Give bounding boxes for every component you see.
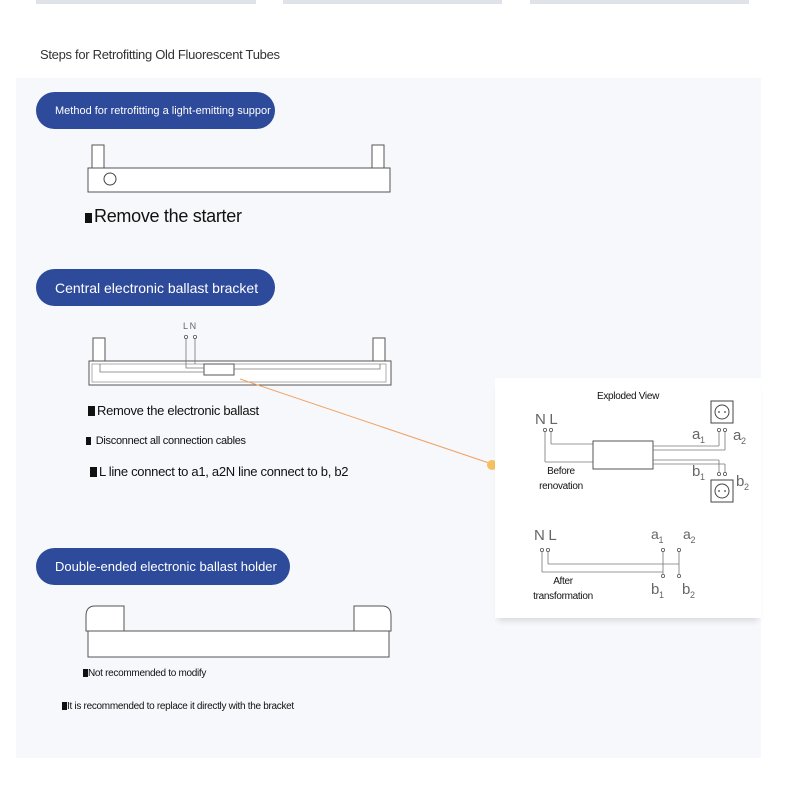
socket-top-icon — [711, 401, 733, 423]
fixture3-body — [88, 631, 389, 657]
section2-heading: Central electronic ballast bracket — [36, 269, 275, 306]
before-b2-label: $b_2$ — [736, 473, 749, 492]
socket-bottom-icon — [711, 480, 733, 502]
after-l-label: L — [548, 527, 557, 544]
terminal-labels: L N — [183, 321, 196, 331]
fixture3-right-holder — [354, 606, 391, 631]
before-a2-label: $a_2$ — [733, 427, 746, 446]
after-b1-label: $b_1$ — [651, 581, 664, 600]
step-remove-ballast: Remove the electronic ballast — [88, 403, 259, 418]
after-a2-label: $a_2$ — [683, 526, 696, 545]
section3-heading: Double-ended electronic ballast holder — [36, 548, 290, 585]
step-connect-lines: L line connect to a1, a2N line connect to b, b2 — [90, 464, 348, 479]
exploded-view-panel — [495, 378, 761, 618]
before-a1-label: $a_1$ — [692, 426, 705, 445]
before-b1-label: $b_1$ — [692, 463, 705, 482]
after-n-label: N — [534, 527, 545, 544]
after-b2-label: $b_2$ — [682, 581, 695, 600]
step-disconnect-cables: Disconnect all connection cables — [86, 435, 246, 447]
note-not-recommended: Not recommended to modify — [83, 668, 206, 679]
before-renovation-label: Before renovation — [539, 466, 583, 492]
section1-heading: Method for retrofitting a light-emitting suppor — [36, 92, 275, 129]
page-title: Steps for Retrofitting Old Fluorescent Tubes — [40, 47, 280, 62]
exploded-view-title: Exploded View — [596, 391, 660, 402]
note-replace-bracket: It is recommended to replace it directly with the bracket — [62, 701, 294, 712]
before-n-label: N — [535, 411, 546, 428]
fixture3-left-holder — [86, 606, 124, 631]
after-transformation-label: After transformation — [533, 576, 593, 602]
ballast-box-exploded — [593, 441, 653, 469]
after-a1-label: $a_1$ — [651, 526, 664, 545]
before-l-label: L — [549, 411, 558, 428]
step-remove-starter: Remove the starter — [85, 206, 242, 227]
